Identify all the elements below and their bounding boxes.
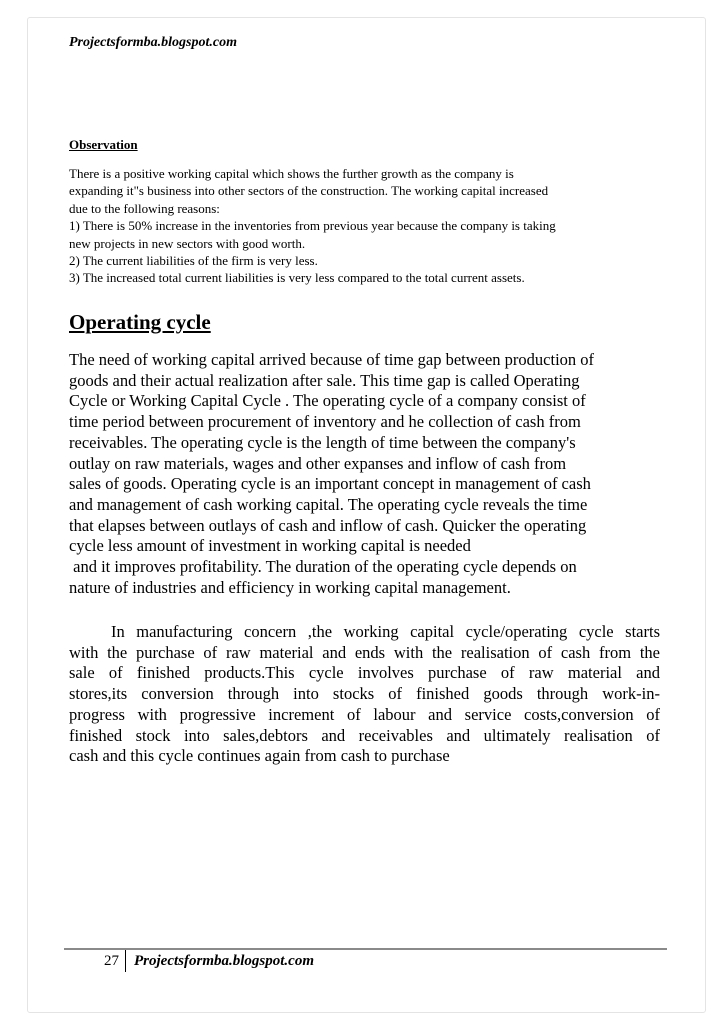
paragraph-line: Cycle or Working Capital Cycle . The operating cycle of a company consist of (69, 391, 586, 411)
paragraph-line: stores,its conversion through into stocks of finished goods through work-in- (69, 684, 660, 704)
observation-line: There is a positive working capital which shows the further growth as the company is (69, 166, 514, 181)
operating-cycle-heading: Operating cycle (69, 310, 211, 334)
observation-title: Observation (69, 137, 138, 152)
paragraph-line: with the purchase of raw material and ends with the realisation of cash from the (69, 642, 660, 662)
observation-line: due to the following reasons: (69, 200, 220, 216)
paragraph-line: goods and their actual realization after sale. This time gap is called Operating (69, 370, 580, 390)
footer-divider (64, 948, 667, 950)
paragraph-line: and management of cash working capital. The operating cycle reveals the time (69, 494, 588, 514)
paragraph-line-text: In manufacturing concern ,the working capital cycle/operating cycle starts (111, 622, 660, 641)
observation-line: 2) The current liabilities of the firm is very less. (69, 253, 318, 269)
paragraph-line: progress with progressive increment of labour and service costs,conversion of (69, 704, 660, 724)
operating-cycle-paragraph-2 (69, 622, 660, 767)
paragraph-line: nature of industries and efficiency in working capital management. (69, 577, 511, 597)
paragraph-line (69, 622, 660, 643)
paragraph-line: outlay on raw materials, wages and other expanses and inflow of cash from (69, 453, 567, 473)
observation-line: expanding it"s business into other sectors of the construction. The working capital increased (69, 183, 549, 199)
header-site: Projectsformba.blogspot.com (69, 35, 237, 50)
footer-site: Projectsformba.blogspot.com (134, 953, 314, 969)
paragraph-line: The need of working capital arrived because of time gap between production of (69, 350, 595, 369)
paragraph-line: cash and this cycle continues again from cash to purchase (69, 746, 450, 766)
observation-text (69, 165, 669, 287)
footer-separator (125, 950, 126, 972)
paragraph-line: time period between procurement of inventory and he collection of cash from (69, 412, 581, 432)
paragraph-line: finished stock into sales,debtors and receivables and ultimately realisation of (69, 725, 660, 745)
page-number: 27 (104, 953, 119, 969)
paragraph-line: sale of finished products.This cycle involves purchase of raw material and (69, 663, 660, 683)
paragraph-line: sales of goods. Operating cycle is an important concept in management of cash (69, 474, 591, 494)
observation-line: 3) The increased total current liabilities is very less compared to the total current assets. (69, 270, 525, 286)
paragraph-line: and it improves profitability. The duration of the operating cycle depends on (69, 557, 577, 577)
paragraph-line: cycle less amount of investment in working capital is needed (69, 536, 471, 556)
paragraph-line: receivables. The operating cycle is the length of time between the company's (69, 432, 576, 452)
paragraph-line: that elapses between outlays of cash and inflow of cash. Quicker the operating (69, 515, 587, 535)
observation-line: new projects in new sectors with good worth. (69, 235, 306, 251)
observation-line: 1) There is 50% increase in the inventories from previous year because the company is taking (69, 218, 556, 234)
operating-cycle-paragraph-1 (69, 350, 669, 598)
